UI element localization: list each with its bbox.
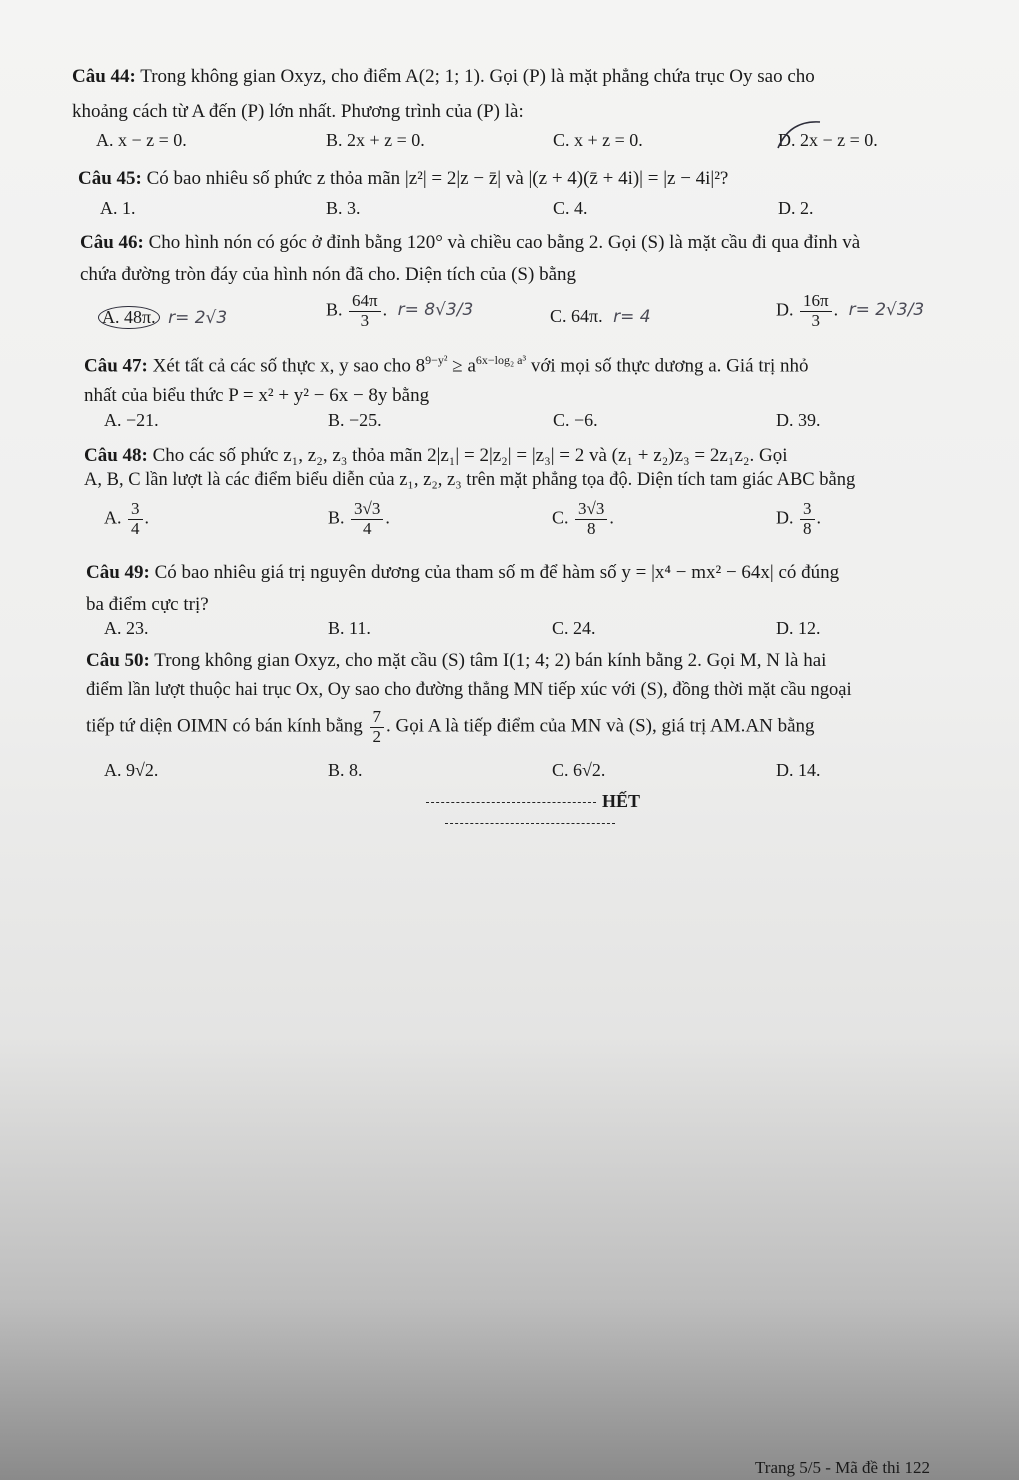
page-footer: Trang 5/5 - Mã đề thi 122 bbox=[755, 1458, 931, 1477]
q50-fraction bbox=[370, 708, 385, 746]
q48-option-d: D. $\frac{3}{8}$ . bbox=[776, 499, 821, 538]
q48-option-d-den: 8 bbox=[803, 518, 812, 538]
pen-mark-icon bbox=[770, 118, 830, 158]
q46-option-b-fraction bbox=[349, 292, 381, 330]
q44-text1: Trong không gian Oxyz, cho điểm A(2; 1; 1). Gọi (P) là mặt phẳng chứa trục Oy sao cho bbox=[140, 66, 815, 87]
q46-handwriting-d: r= 2√3/3 bbox=[848, 300, 925, 321]
q44-option-d: D. 2x − z = 0. bbox=[778, 130, 878, 150]
q47-line1 bbox=[84, 354, 809, 377]
q44-line2: khoảng cách từ A đến (P) lớn nhất. Phương trình của (P) là: bbox=[72, 101, 524, 122]
q45-option-d: D. 2. bbox=[778, 198, 814, 218]
q46-line1 bbox=[80, 232, 860, 254]
q47-option-c: C. −6. bbox=[553, 410, 598, 430]
q46-option-b-den: 3 bbox=[360, 310, 370, 330]
q50-line2: điểm lần lượt thuộc hai trục Ox, Oy sao cho đường thẳng MN tiếp xúc với (S), đồng thời mặt cầu ngoại bbox=[86, 680, 852, 700]
q45-text1: Có bao nhiêu số phức z thỏa mãn |z²| = 2|z − z̄| và |(z + 4)(z̄ + 4i)| = |z − 4i|²? bbox=[146, 168, 729, 189]
q48-option-b-den: 4 bbox=[362, 518, 372, 538]
q48-option-d-num: 3 bbox=[800, 500, 815, 520]
q50-option-b: B. 8. bbox=[328, 760, 363, 780]
q47-exponent1: 9−y² bbox=[425, 353, 448, 367]
q46-option-b-letter: B. bbox=[326, 299, 343, 320]
q46-text1: Cho hình nón có góc ở đỉnh bằng 120° và chiều cao bằng 2. Gọi (S) là mặt cầu đi qua đỉnh và bbox=[148, 232, 861, 253]
q48-option-b: B. $\frac{3√3}{4}$ . bbox=[328, 499, 390, 538]
q48-text1: Cho các số phức z₁, z₂, z₃ thỏa mãn 2|z₁| = 2|z₂| = |z₃| = 2 và (z₁ + z₂)z₃ = 2z₁z₂. Gọi bbox=[152, 445, 788, 466]
q47-exponent2: 6x−log₂ a³ bbox=[475, 353, 527, 367]
q50-option-a: A. 9√2. bbox=[104, 760, 159, 780]
q48-option-b-fraction bbox=[351, 500, 383, 538]
q45-option-b: B. 3. bbox=[326, 198, 361, 218]
q48-option-c-fraction bbox=[575, 500, 607, 538]
q45-label: Câu 45: bbox=[78, 168, 142, 189]
end-text: HẾT bbox=[601, 791, 640, 811]
end-marker bbox=[330, 791, 730, 833]
q50-frac-num: 7 bbox=[370, 708, 385, 728]
q50-line3 bbox=[86, 708, 815, 746]
q48-option-c: C. $\frac{3√3}{8}$ . bbox=[552, 499, 614, 538]
q48-option-a-num: 3 bbox=[128, 500, 143, 520]
q46-option-d-fraction bbox=[800, 292, 832, 330]
q46-label: Câu 46: bbox=[80, 232, 144, 253]
q48-option-d-fraction bbox=[800, 500, 815, 538]
q46-handwriting-a: r= 2√3 bbox=[168, 308, 228, 328]
q48-option-a-fraction bbox=[128, 500, 143, 538]
q48-line1 bbox=[84, 445, 788, 467]
q49-text1: Có bao nhiêu giá trị nguyên dương của tham số m để hàm số y = |x⁴ − mx² − 64x| có đúng bbox=[154, 562, 840, 583]
q48-option-b-letter: B. bbox=[328, 507, 345, 528]
q50-label: Câu 50: bbox=[86, 650, 150, 671]
q44-option-a: A. x − z = 0. bbox=[96, 130, 187, 150]
q47-text1b: ≥ a bbox=[447, 355, 476, 377]
q44-option-b: B. 2x + z = 0. bbox=[326, 130, 425, 150]
q48-option-a-den: 4 bbox=[131, 518, 140, 538]
q50-option-c: C. 6√2. bbox=[552, 760, 606, 780]
q45-option-a: A. 1. bbox=[100, 198, 136, 218]
q48-label: Câu 48: bbox=[84, 445, 148, 466]
q48-option-c-den: 8 bbox=[586, 518, 596, 538]
q46-option-d-letter: D. bbox=[776, 299, 794, 320]
q46-option-a bbox=[98, 306, 227, 329]
q46-line2: chứa đường tròn đáy của hình nón đã cho. Diện tích của (S) bằng bbox=[80, 264, 577, 285]
q48-line2: A, B, C lần lượt là các điểm biểu diễn của z₁, z₂, z₃ trên mặt phẳng tọa độ. Diện tích tam giác ABC bằng bbox=[84, 470, 856, 490]
q48-option-d-letter: D. bbox=[776, 507, 794, 528]
q48-option-c-letter: C. bbox=[552, 507, 569, 528]
q48-option-a-letter: A. bbox=[104, 507, 122, 528]
q49-option-b: B. 11. bbox=[328, 618, 371, 638]
q50-line1 bbox=[86, 650, 826, 672]
q46-option-d-den: 3 bbox=[811, 310, 821, 330]
q49-line2: ba điểm cực trị? bbox=[86, 594, 209, 615]
q49-label: Câu 49: bbox=[86, 562, 150, 583]
q47-option-d: D. 39. bbox=[776, 410, 821, 430]
q46-option-d: D. $\frac{16\pi}{3}$ . r= 2√3/3 bbox=[776, 291, 925, 330]
q44-line1 bbox=[72, 66, 815, 88]
q46-handwriting-b: r= 8√3/3 bbox=[397, 300, 474, 321]
q49-option-d: D. 12. bbox=[776, 618, 821, 638]
q44-label: Câu 44: bbox=[72, 66, 136, 87]
q49-line1 bbox=[86, 562, 839, 584]
q50-frac-den: 2 bbox=[372, 726, 382, 746]
q46-option-c bbox=[550, 306, 651, 327]
q50-text3b: . Gọi A là tiếp điểm của MN và (S), giá trị AM.AN bằng bbox=[386, 715, 815, 737]
q50-option-d: D. 14. bbox=[776, 760, 821, 780]
q48-option-b-num: 3√3 bbox=[351, 500, 383, 520]
q46-option-b: B. $\frac{64\pi}{3}$ . r= 8√3/3 bbox=[326, 291, 474, 330]
q47-text1a: Xét tất cả các số thực x, y sao cho 8 bbox=[152, 355, 426, 377]
q48-option-a: A. $\frac{3}{4}$ . bbox=[104, 499, 149, 538]
end-divider-left bbox=[426, 802, 596, 803]
end-divider-right bbox=[445, 823, 615, 824]
q50-text1: Trong không gian Oxyz, cho mặt cầu (S) tâm I(1; 4; 2) bán kính bằng 2. Gọi M, N là hai bbox=[154, 650, 827, 671]
q45-line1 bbox=[78, 168, 728, 190]
q47-label: Câu 47: bbox=[84, 355, 148, 377]
q49-option-c: C. 24. bbox=[552, 618, 596, 638]
q50-text3a: tiếp tứ diện OIMN có bán kính bằng bbox=[86, 715, 363, 737]
q46-handwriting-c: r= 4 bbox=[613, 307, 651, 327]
q49-option-a: A. 23. bbox=[104, 618, 149, 638]
q47-option-b: B. −25. bbox=[328, 410, 382, 430]
q46-option-d-num: 16π bbox=[800, 292, 832, 312]
q45-option-c: C. 4. bbox=[553, 198, 588, 218]
q48-option-c-num: 3√3 bbox=[575, 500, 607, 520]
q46-option-b-num: 64π bbox=[349, 292, 381, 312]
q46-option-a-text: A. 48π. bbox=[98, 306, 160, 329]
q47-text1c: với mọi số thực dương a. Giá trị nhỏ bbox=[526, 355, 809, 377]
q47-option-a: A. −21. bbox=[104, 410, 159, 430]
q46-option-c-text: C. 64π. bbox=[550, 306, 603, 326]
q47-line2: nhất của biểu thức P = x² + y² − 6x − 8y bằng bbox=[84, 385, 430, 406]
q44-option-c: C. x + z = 0. bbox=[553, 130, 643, 150]
